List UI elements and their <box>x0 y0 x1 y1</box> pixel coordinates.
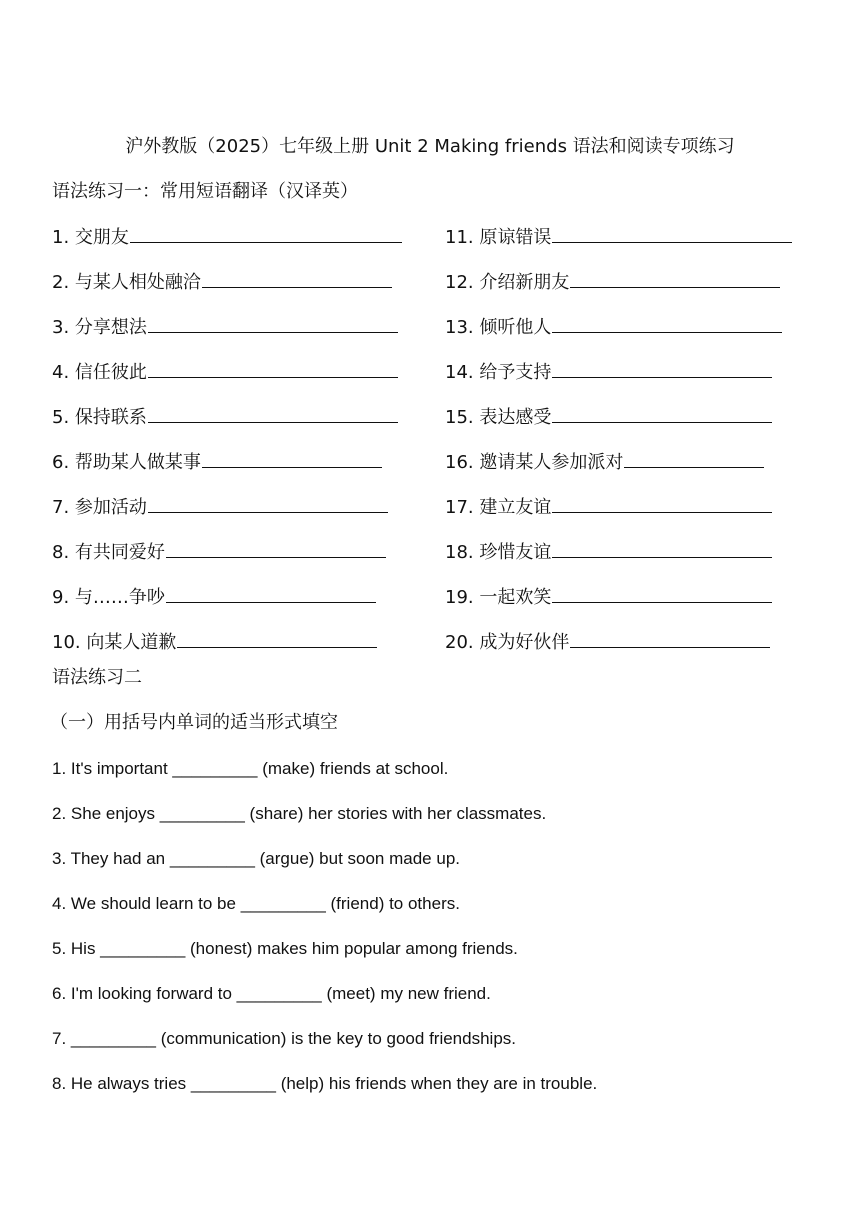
phrase-item <box>445 584 772 611</box>
fill-blank-sentence: 4. We should learn to be _________ (friend) to others. <box>52 894 460 913</box>
phrase-label: 2. 与某人相处融洽 <box>52 272 201 293</box>
phrase-item <box>52 359 398 386</box>
answer-blank[interactable] <box>552 539 772 558</box>
answer-blank[interactable] <box>202 269 392 288</box>
phrase-item <box>445 449 764 476</box>
answer-blank[interactable] <box>552 224 792 243</box>
phrase-label: 7. 参加活动 <box>52 497 147 518</box>
phrase-item <box>445 314 782 341</box>
answer-blank[interactable] <box>166 584 376 603</box>
answer-blank[interactable] <box>552 584 772 603</box>
phrase-label: 14. 给予支持 <box>445 362 552 383</box>
phrase-label: 10. 向某人道歉 <box>52 632 177 653</box>
phrase-label: 11. 原谅错误 <box>445 227 552 248</box>
answer-blank[interactable] <box>177 629 377 648</box>
phrase-label: 9. 与……争吵 <box>52 587 165 608</box>
phrase-item <box>52 269 392 296</box>
fill-blank-sentence: 6. I'm looking forward to _________ (meet) my new friend. <box>52 984 491 1003</box>
phrase-item <box>52 314 398 341</box>
answer-blank[interactable] <box>130 224 402 243</box>
fill-blank-sentence: 3. They had an _________ (argue) but soon made up. <box>52 849 460 868</box>
answer-blank[interactable] <box>148 314 398 333</box>
fill-blank-sentence: 5. His _________ (honest) makes him popular among friends. <box>52 939 518 958</box>
phrase-label: 12. 介绍新朋友 <box>445 272 570 293</box>
phrase-label: 19. 一起欢笑 <box>445 587 552 608</box>
phrase-label: 16. 邀请某人参加派对 <box>445 452 624 473</box>
answer-blank[interactable] <box>202 449 382 468</box>
answer-blank[interactable] <box>570 269 780 288</box>
answer-blank[interactable] <box>552 314 782 333</box>
phrase-label: 15. 表达感受 <box>445 407 552 428</box>
answer-blank[interactable] <box>552 494 772 513</box>
answer-blank[interactable] <box>570 629 770 648</box>
phrase-item <box>52 449 382 476</box>
phrase-item <box>445 359 772 386</box>
phrase-item <box>52 629 377 656</box>
phrase-label: 18. 珍惜友谊 <box>445 542 552 563</box>
phrase-item <box>445 494 772 521</box>
answer-blank[interactable] <box>552 359 772 378</box>
answer-blank[interactable] <box>148 494 388 513</box>
fill-blank-sentence: 2. She enjoys _________ (share) her stories with her classmates. <box>52 804 547 823</box>
phrase-item <box>445 269 780 296</box>
phrase-item <box>52 494 388 521</box>
phrase-item <box>52 404 398 431</box>
section2-subheading: （一）用括号内单词的适当形式填空 <box>50 712 338 733</box>
answer-blank[interactable] <box>148 359 398 378</box>
fill-blank-sentence: 1. It's important _________ (make) friends at school. <box>52 759 449 778</box>
answer-blank[interactable] <box>148 404 398 423</box>
phrase-item <box>445 404 772 431</box>
phrase-item <box>52 539 386 566</box>
answer-blank[interactable] <box>624 449 764 468</box>
phrase-item <box>445 224 792 251</box>
answer-blank[interactable] <box>166 539 386 558</box>
phrase-label: 13. 倾听他人 <box>445 317 552 338</box>
phrase-label: 20. 成为好伙伴 <box>445 632 570 653</box>
phrase-item <box>445 629 770 656</box>
fill-blank-sentence: 8. He always tries _________ (help) his friends when they are in trouble. <box>52 1074 598 1093</box>
document-title: 沪外教版（2025）七年级上册 Unit 2 Making friends 语法和阅读专项练习 <box>125 136 735 157</box>
phrase-item <box>52 584 376 611</box>
phrase-label: 17. 建立友谊 <box>445 497 552 518</box>
phrase-item <box>52 224 402 251</box>
phrase-label: 5. 保持联系 <box>52 407 147 428</box>
section2-heading: 语法练习二 <box>52 667 142 688</box>
phrase-label: 8. 有共同爱好 <box>52 542 165 563</box>
phrase-label: 4. 信任彼此 <box>52 362 147 383</box>
phrase-item <box>445 539 772 566</box>
fill-blank-sentence: 7. _________ (communication) is the key to good friendships. <box>52 1029 516 1048</box>
phrase-label: 3. 分享想法 <box>52 317 147 338</box>
phrase-label: 1. 交朋友 <box>52 227 129 248</box>
answer-blank[interactable] <box>552 404 772 423</box>
phrase-label: 6. 帮助某人做某事 <box>52 452 201 473</box>
section1-heading: 语法练习一：常用短语翻译（汉译英） <box>52 181 358 202</box>
